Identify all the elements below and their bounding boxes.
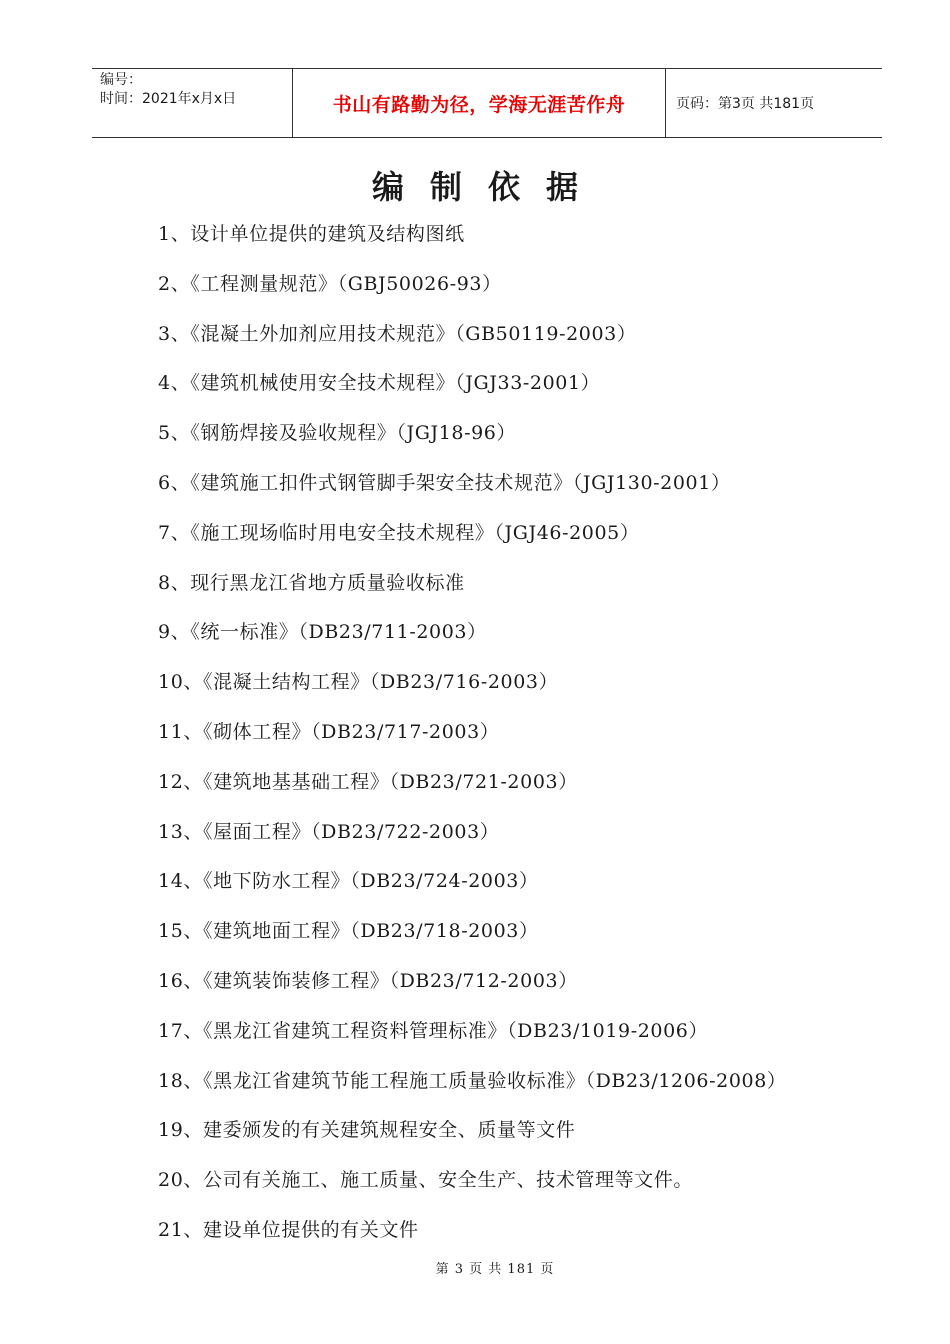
reference-item: 10、《混凝土结构工程》（DB23/716-2003） xyxy=(158,671,559,694)
reference-item: 15、《建筑地面工程》（DB23/718-2003） xyxy=(158,920,539,943)
document-header xyxy=(92,68,882,138)
page-footer: 第 3 页 共 181 页 xyxy=(435,1262,555,1277)
reference-item: 3、《混凝土外加剂应用技术规范》（GB50119-2003） xyxy=(158,322,637,345)
reference-item: 6、《建筑施工扣件式钢管脚手架安全技术规范》（JGJ130-2001） xyxy=(158,471,731,494)
reference-item: 13、《屋面工程》（DB23/722-2003） xyxy=(158,820,500,843)
document-number-label: 编号： xyxy=(100,72,142,88)
reference-item: 21、建设单位提供的有关文件 xyxy=(158,1218,419,1241)
reference-item: 11、《砌体工程》（DB23/717-2003） xyxy=(158,720,500,743)
reference-item: 12、《建筑地基基础工程》（DB23/721-2003） xyxy=(158,770,578,793)
reference-item: 8、现行黑龙江省地方质量验收标准 xyxy=(158,571,465,594)
reference-item: 20、公司有关施工、施工质量、安全生产、技术管理等文件。 xyxy=(158,1169,693,1192)
reference-item: 5、《钢筋焊接及验收规程》（JGJ18-96） xyxy=(158,422,517,445)
header-page-cell xyxy=(666,69,882,137)
document-date: 时间：2021年x月x日 xyxy=(100,91,237,107)
header-meta-cell xyxy=(92,69,293,137)
reference-item: 2、《工程测量规范》（GBJ50026-93） xyxy=(158,272,502,295)
reference-item: 14、《地下防水工程》（DB23/724-2003） xyxy=(158,870,539,893)
reference-item: 1、设计单位提供的建筑及结构图纸 xyxy=(158,223,465,245)
header-page-info: 页码：第3页 共181页 xyxy=(676,96,815,112)
reference-item: 4、《建筑机械使用安全技术规程》（JGJ33-2001） xyxy=(158,372,601,395)
reference-item: 17、《黑龙江省建筑工程资料管理标准》（DB23/1019-2006） xyxy=(158,1019,709,1042)
reference-item: 7、《施工现场临时用电安全技术规程》（JGJ46-2005） xyxy=(158,521,640,544)
reference-item: 18、《黑龙江省建筑节能工程施工质量验收标准》（DB23/1206-2008） xyxy=(158,1069,787,1092)
reference-list xyxy=(158,218,786,1264)
reference-item: 19、建委颁发的有关建筑规程安全、质量等文件 xyxy=(158,1119,576,1142)
header-motto: 书山有路勤为径，学海无涯苦作舟 xyxy=(332,93,626,116)
page-title: 编制依据 xyxy=(371,168,604,206)
reference-item: 16、《建筑装饰装修工程》（DB23/712-2003） xyxy=(158,969,578,992)
header-motto-cell xyxy=(293,69,666,137)
reference-item: 9、《统一标准》（DB23/711-2003） xyxy=(158,621,487,644)
